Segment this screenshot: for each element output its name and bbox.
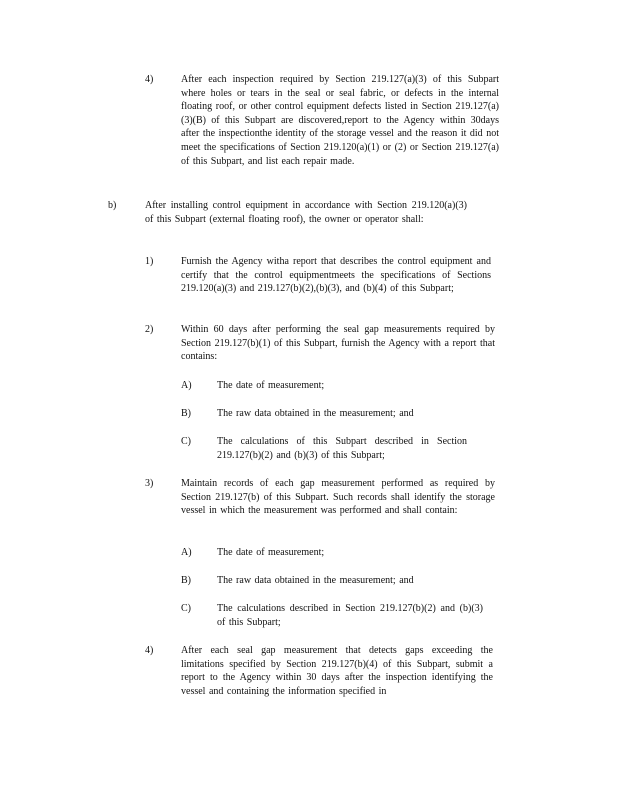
- item-2-text: Within 60 days after performing the seal gap measurements required by Section 219.127(b)(1) of this Subpart, furnish the Agency with a report that contains:: [181, 324, 495, 363]
- item-2-sub-b-label: B): [181, 408, 191, 419]
- item-3-sub-c-label: C): [181, 603, 191, 614]
- item-3-sub-a-label: A): [181, 547, 192, 558]
- item-2-label: 2): [145, 324, 154, 335]
- item-1-label: 1): [145, 256, 154, 267]
- item-4-label: 4): [145, 645, 154, 656]
- item-2-sub-c-label: C): [181, 436, 191, 447]
- item-3-sub-c-text: The calculations described in Section 219.127(b)(2) and (b)(3) of this Subpart;: [217, 603, 483, 628]
- item-3-text: Maintain records of each gap measurement performed as required by Section 219.127(b) of this Subpart. Such records shall identify the storage vessel in which the measurement was performed and shall contain:: [181, 478, 495, 517]
- item-3-sub-b-text: The raw data obtained in the measurement; and: [217, 575, 414, 586]
- item-4-top-label: 4): [145, 74, 154, 85]
- item-4-text: After each seal gap measurement that detects gaps exceeding the limitations specified by Section 219.127(b)(4) of this Subpart, submit a report to the Agency within 30 days after the inspection identifying the vessel and containing the information specified in: [181, 645, 493, 697]
- item-1-text: Furnish the Agency witha report that describes the control equipment and certify that the control equipmentmeets the specifications of Sections 219.120(a)(3) and 219.127(b)(2),(b)(3), and (b)(4) of this Subpart;: [181, 256, 491, 295]
- item-2-sub-a-label: A): [181, 380, 192, 391]
- item-3-sub-a-text: The date of measurement;: [217, 547, 325, 558]
- item-2-sub-b-text: The raw data obtained in the measurement; and: [217, 408, 414, 419]
- item-2-sub-c-text: The calculations of this Subpart described in Section 219.127(b)(2) and (b)(3) of this Subpart;: [217, 436, 467, 461]
- item-3-sub-b-label: B): [181, 575, 191, 586]
- item-3-label: 3): [145, 478, 154, 489]
- section-b-intro: After installing control equipment in accordance with Section 219.120(a)(3) of this Subpart (external floating roof), the owner or operator shall:: [145, 200, 467, 225]
- item-4-top-text: After each inspection required by Section 219.127(a)(3) of this Subpart where holes or tears in the seal or seal fabric, or defects in the internal floating roof, or other control equipment defects listed in Section 219.127(a)(3)(B) of this Subpart are discovered,report to the Agency within 30days after the inspectionthe identity of the storage vessel and the reason it did not meet the specifications of Section 219.120(a)(1) or (2) or Section 219.127(a) of this Subpart, and list each repair made.: [181, 74, 499, 167]
- section-b-label: b): [108, 200, 117, 211]
- item-2-sub-a-text: The date of measurement;: [217, 380, 325, 391]
